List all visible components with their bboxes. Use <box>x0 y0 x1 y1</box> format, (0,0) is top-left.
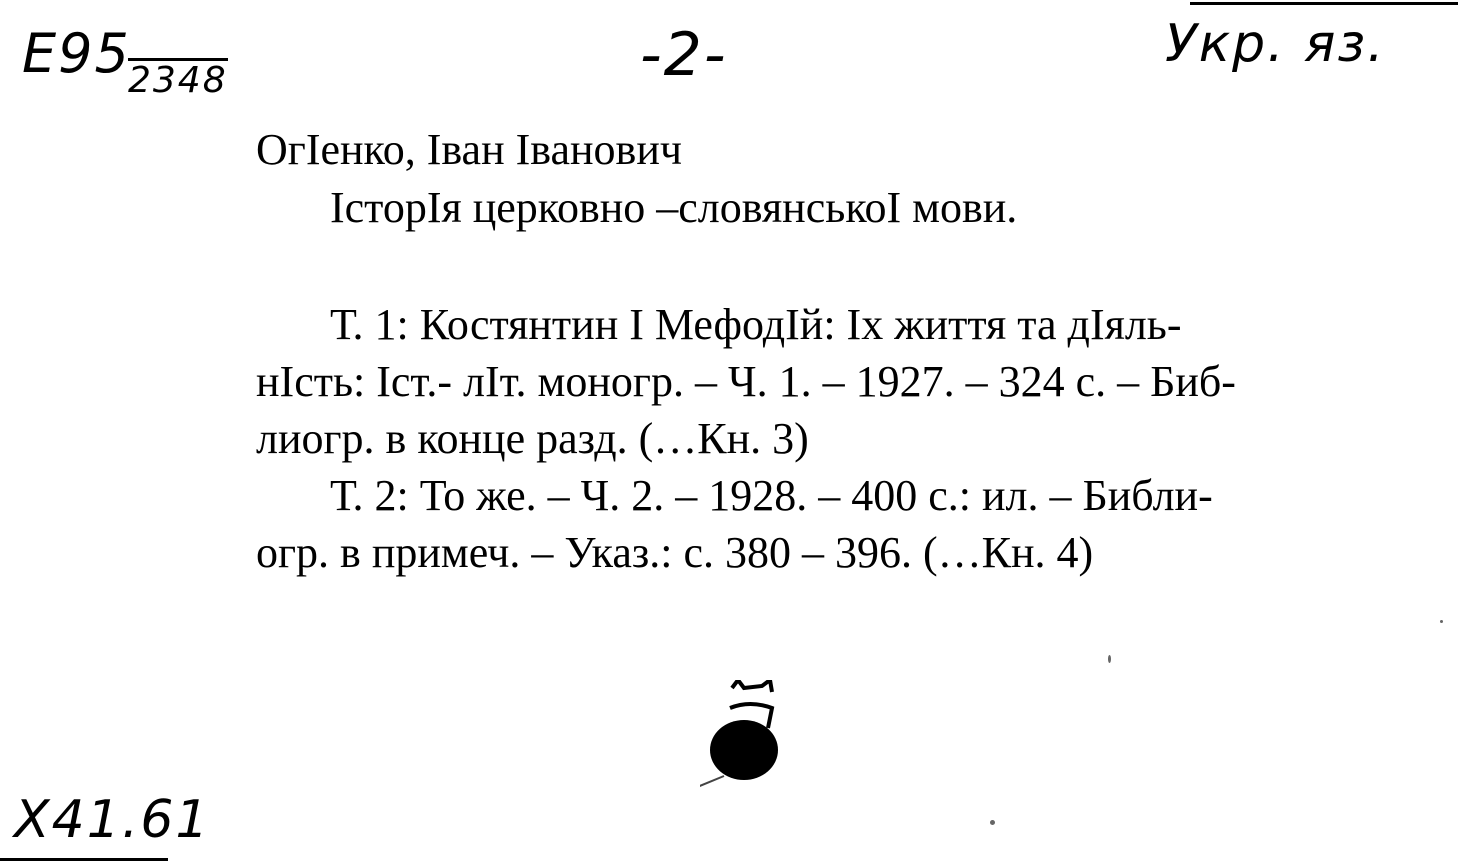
shelf-mark-number: 2348 <box>128 60 228 101</box>
author-heading: ОгІенко, Іван Іванович <box>256 125 682 174</box>
volume-1-line: Т. 1: Костянтин І МефодІй: Іх життя та дІяль- <box>330 300 1182 349</box>
language-mark: Укр. яз. <box>1165 14 1386 74</box>
library-stamp-mark <box>700 680 790 790</box>
page-number: -2- <box>640 20 728 90</box>
top-border-line <box>1190 2 1458 5</box>
classification-mark: Х41.61 <box>14 790 211 850</box>
volume-2-line: огр. в примеч. – Указ.: с. 380 – 396. (…Кн. 4) <box>256 528 1094 577</box>
paper-speck <box>1440 620 1443 623</box>
shelf-mark: E95 <box>22 22 131 85</box>
bottom-border-line <box>0 858 168 861</box>
paper-speck <box>1108 655 1111 663</box>
volume-1-line: лиогр. в конце разд. (…Кн. 3) <box>256 414 809 463</box>
paper-speck <box>990 820 995 825</box>
volume-1-line: нІсть: Іст.- лІт. моногр. – Ч. 1. – 1927. – 324 с. – Биб- <box>256 357 1236 406</box>
volume-2-line: Т. 2: То же. – Ч. 2. – 1928. – 400 с.: ил. – Библи- <box>330 471 1213 520</box>
book-title: ІсторІя церковно –словянськоІ мови. <box>330 183 1018 232</box>
